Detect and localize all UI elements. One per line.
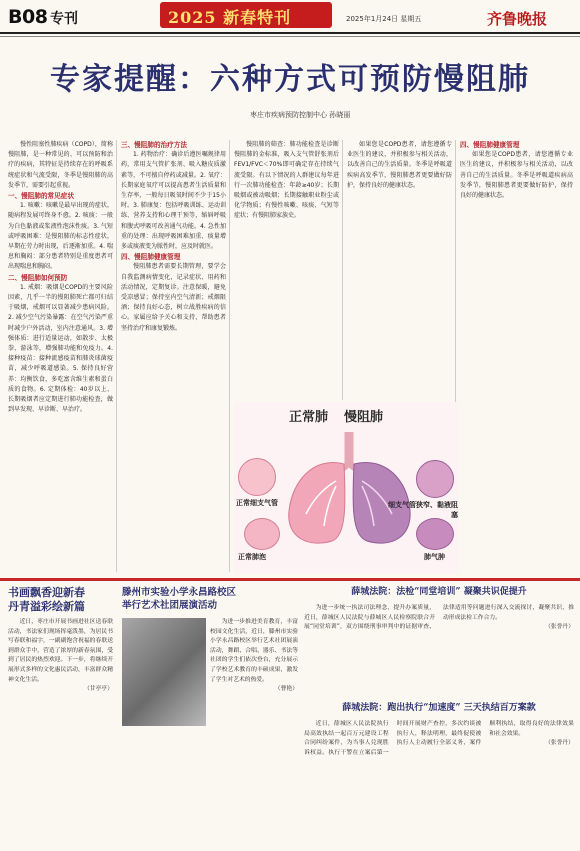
article-column-2 xyxy=(121,140,226,572)
subheading-prevention: 二、慢阻肺如何预防 xyxy=(8,273,68,282)
article-intro: 慢性阻塞性肺疾病（COPD），简称慢阻肺，是一种常见的、可以预防和治疗的疾病，其特征是持续存在的呼吸系统症状和气流受限，冬季是慢阻肺的高发季节，需要引起重视。 xyxy=(8,141,113,189)
paragraph-advice: 如果您是COPD患者，请您遵循专业医生的建议，并积极参与相关活动，以改善自己的生活质量。冬季是呼吸道疾病高发季节，慢阻肺患者更要做好防护，保持良好的健康状态。 xyxy=(347,141,452,189)
paragraph-screening: 慢阻肺的筛查：肺功能检查是诊断慢阻肺的金标准，吸入支气管舒张剂后FEV1/FVC＜70%即可确定存在持续气流受限。有以下情况的人群建议每年进行一次肺功能检查：年龄≥40岁；长期吸烟或被动吸烟；长期接触职业粉尘或化学物质；有慢性咳嗽、咳痰、气短等症状；有慢阻肺家族史。 xyxy=(234,141,339,220)
brief-art-show-credit: （曹艳） xyxy=(274,686,298,693)
section-band xyxy=(0,578,580,581)
brief-calligraphy-title-1: 书画飘香迎新春 xyxy=(8,586,85,599)
copd-bronchiole-zoom xyxy=(416,460,454,498)
brief-calligraphy-body xyxy=(8,618,113,838)
brief-art-show-title-1: 滕州市实验小学永昌路校区 xyxy=(122,587,237,598)
brief-joint-training xyxy=(304,586,574,700)
brief-calligraphy-title-2: 丹青溢彩绘新篇 xyxy=(8,600,85,613)
label-normal-alveoli: 正常肺泡 xyxy=(238,553,266,561)
section-number: B08 xyxy=(8,6,48,28)
brief-calligraphy xyxy=(8,586,113,838)
paragraph-treatment: 1. 药物治疗：确诊后遵医嘱规律用药，常用支气管扩张剂、吸入糖皮质激素等，不可擅自停药或减量。2. 氧疗：长期家庭氧疗可以提高患者生活质量和生存率，一般每日吸氧时间不少于15小时。3. 肺康复：包括呼吸训练、运动训练、营养支持和心理干预等，缩唇呼吸和腹式呼吸可改善通气功能。4. 急性加重的处理：出现呼吸困难加重、痰量增多或痰液变为脓性时，应及时就医。 xyxy=(121,151,226,251)
normal-lung-title: 正常肺 xyxy=(289,410,329,425)
brief-execution xyxy=(304,702,574,844)
brief-calligraphy-credit: （甘亭亭） xyxy=(84,686,113,693)
brief-execution-body xyxy=(304,720,574,844)
article-byline: 枣庄市疾病预防控制中心 孙晓丽 xyxy=(250,111,351,119)
subheading-management: 四、慢阻肺健康管理 xyxy=(121,253,181,262)
holiday-banner-text: 2025 新春特刊 xyxy=(168,8,292,27)
label-normal-bronchiole: 正常细支气管 xyxy=(236,499,278,507)
article-column-1 xyxy=(8,140,113,572)
subheading-symptoms: 一、慢阻肺的常见症状 xyxy=(8,192,74,201)
brief-joint-training-body xyxy=(304,604,574,700)
brief-art-show xyxy=(122,586,298,693)
normal-bronchiole-zoom xyxy=(238,458,276,496)
brief-joint-training-text: 为进一步统一执法司法理念，提升办案质量，近日，薛城区人民法院与薛城区人民检察院联合开展“同堂培训”，双方围绕刑事审判中的证据审查、法律适用等问题进行深入交流探讨，凝聚共识，推动形成法检工作合力。 xyxy=(304,605,574,631)
brief-execution-credit: （张誉丹） xyxy=(544,740,574,747)
article-headline: 专家提醒：六种方式可预防慢阻肺 xyxy=(50,62,530,97)
article-column-5 xyxy=(460,140,573,572)
dateline: 2025年1月24日 星期五 xyxy=(346,15,422,23)
page-header xyxy=(0,0,580,34)
normal-alveoli-zoom xyxy=(244,518,280,550)
label-emphysema: 肺气肿 xyxy=(424,553,445,561)
column-divider xyxy=(342,140,343,400)
brief-art-show-body xyxy=(210,618,298,838)
article-column-4 xyxy=(347,140,452,400)
newspaper-logo: 齐鲁晚报 xyxy=(487,10,548,28)
paragraph-management: 慢阻肺患者需要长期管理，要学会自我监测病情变化，记录症状、用药和活动情况，定期复诊。注意保暖，避免受凉感冒；保持室内空气清新；戒烟限酒；保持良好心态，树立战胜疾病的信心。家属应给予关心和支持，帮助患者坚持治疗和康复锻炼。 xyxy=(121,263,226,332)
brief-execution-text: 近日，薛城区人民法院执行局高效执结一起百万元建设工程合同纠纷案件，为当事人兑现胜诉权益。执行干警在立案后第一时间开展财产查控，多次约谈被执行人，释法明理，最终促使被执行人主动履行全部义务，案件顺利执结，取得良好的法律效果和社会效果。 xyxy=(304,721,574,756)
section-name: 专刊 xyxy=(50,11,78,27)
header-rule-thin xyxy=(0,36,580,37)
paragraph-symptoms: 1. 咳嗽：咳嗽是最早出现的症状，随病程发展可终身不愈。2. 咳痰：一般为白色黏液或浆液性泡沫性痰。3. 气短或呼吸困难：是慢阻肺的标志性症状，早期在劳力时出现，后逐渐加重。4. 喘息和胸闷：部分患者特别是重度患者可出现喘息和胸闷。 xyxy=(8,202,113,271)
art-show-photo xyxy=(122,618,206,726)
column-divider xyxy=(229,140,230,572)
normal-lung-shape xyxy=(289,462,345,543)
column-divider xyxy=(116,140,117,572)
brief-calligraphy-text: 近日，枣庄市开展书画进社区送春联活动，书法家们现场挥毫泼墨，为居民书写春联和福字，一副副饱含祝福的春联送到群众手中，营造了浓厚的新春氛围，受到了居民的热烈欢迎。下一步，将继续开展形式多样的文化惠民活动，丰富群众精神文化生活。 xyxy=(8,619,113,683)
paragraph-advice-repeat: 如果您是COPD患者，请您遵循专业医生的建议，并积极参与相关活动，以改善自己的生活质量。冬季是呼吸道疾病高发季节，慢阻肺患者更要做好防护，保持良好的健康状态。 xyxy=(460,151,573,200)
brief-joint-training-title: 薛城法院：法检“同堂培训” 凝聚共识促提升 xyxy=(351,587,527,597)
article-column-3 xyxy=(234,140,339,400)
brief-execution-title: 薛城法院：跑出执行“加速度” 三天执结百万案款 xyxy=(342,703,536,713)
header-rule xyxy=(0,32,580,34)
subheading-treatment: 三、慢阻肺的治疗方法 xyxy=(121,141,187,149)
lung-diagram xyxy=(274,426,424,551)
paragraph-prevention: 1. 戒烟：吸烟是COPD的主要风险因素，几乎一半的慢阻肺死亡都可归结于吸烟，戒烟可以显著减少患病风险。2. 减少空气污染暴露：在空气污染严重时减少户外活动，室内注意通风。3. 增强体质：进行适量运动，如散步、太极拳、游泳等，增强肺功能和免疫力。4. 接种疫苗：接种流感疫苗和肺炎球菌疫苗，减少呼吸道感染。5. 保持良好营养：均衡饮食，多吃富含维生素和蛋白质的食物。6. 定期体检：40岁以上、长期吸烟者应定期进行肺功能检查，做到早发现、早诊断、早治疗。 xyxy=(8,283,113,414)
lung-illustration xyxy=(234,402,459,574)
label-copd-bronchiole: 细支气管狭窄、黏液阻塞 xyxy=(388,501,458,519)
subheading-management-repeat: 四、慢阻肺健康管理 xyxy=(460,141,520,149)
brief-joint-training-credit: （张誉丹） xyxy=(545,624,574,631)
brief-art-show-text: 为进一步推进美育教育，丰富校园文化生活，近日，滕州市实验小学永昌路校区举行艺术社团展演活动，舞蹈、合唱、器乐、书法等社团的学生们依次登台，充分展示了学校艺术教育的丰硕成果，激发了学生对艺术的热爱。 xyxy=(210,619,298,683)
brief-art-show-title-2: 举行艺术社团展演活动 xyxy=(122,600,218,611)
emphysema-zoom xyxy=(416,518,454,550)
copd-lung-title: 慢阻肺 xyxy=(344,410,384,425)
